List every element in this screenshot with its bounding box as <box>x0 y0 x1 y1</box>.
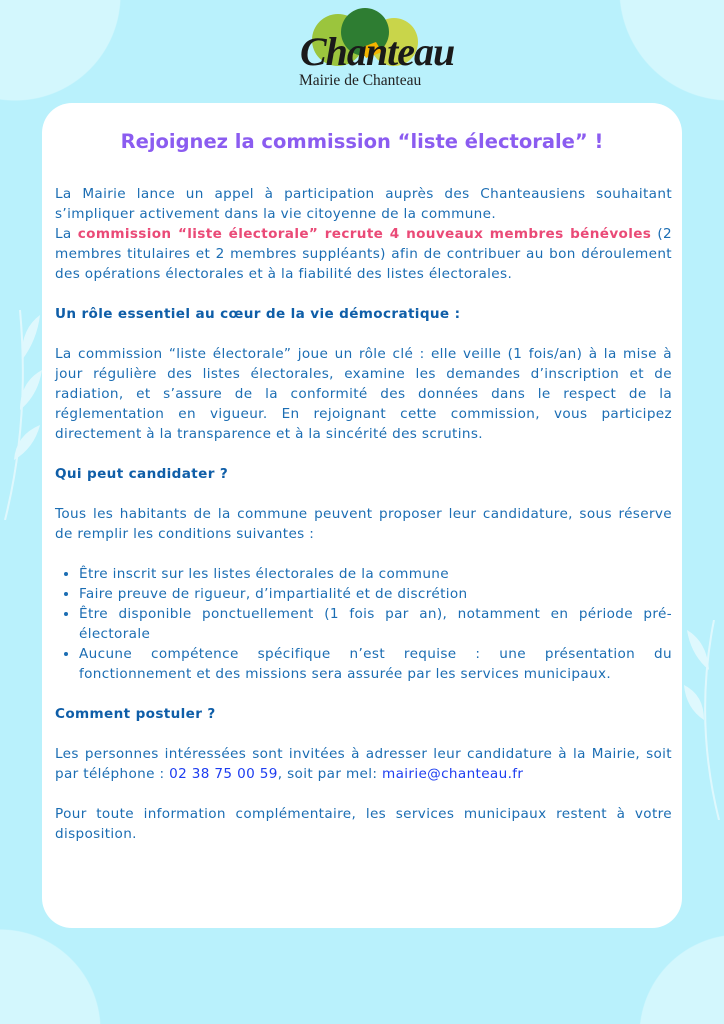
closing-paragraph: Pour toute information complémentaire, les services municipaux restent à votre disposition. <box>55 806 672 842</box>
list-item: • Aucune compétence spécifique n’est requise : une présentation du fonctionnement et des missions sera assurée par les services municipaux. <box>79 644 672 684</box>
logo-wordmark: Chanteau <box>300 29 455 74</box>
logo <box>296 8 455 92</box>
leaf-decoration-icon <box>684 620 724 820</box>
leaf-decoration-icon <box>0 300 45 520</box>
intro-text: (2 membres titulaires et 2 membres suppléants) afin de contribuer au bon déroulement des opérations électorales et à la fiabilité des listes électorales. <box>55 226 672 282</box>
intro-text: La <box>55 226 78 242</box>
apply-text: Les personnes intéressées sont invitées à adresser leur candidature à la Mairie, soit par téléphone : <box>55 746 672 782</box>
eligibility-paragraph: Tous les habitants de la commune peuvent proposer leur candidature, sous réserve de remplir les conditions suivantes : <box>55 506 672 542</box>
content <box>55 184 672 864</box>
section-heading-apply: Comment postuler ? <box>55 706 216 722</box>
phone-link[interactable]: 02 38 75 00 59 <box>169 766 278 782</box>
intro-paragraph <box>55 184 672 284</box>
list-item: • Faire preuve de rigueur, d’impartialité et de discrétion <box>79 584 672 604</box>
conditions-list <box>55 564 672 684</box>
intro-text: La Mairie lance un appel à participation auprès des Chanteausiens souhaitant s’impliquer activement dans la vie citoyenne de la commune. <box>55 186 672 222</box>
section-heading-eligibility: Qui peut candidater ? <box>55 466 229 482</box>
apply-paragraph <box>55 744 672 784</box>
email-link[interactable]: mairie@chanteau.fr <box>381 766 524 782</box>
apply-text: , soit par mel: <box>277 766 382 782</box>
section-heading-role: Un rôle essentiel au cœur de la vie démocratique : <box>55 306 461 322</box>
recruitment-highlight: commission “liste électorale” recrute 4 nouveaux membres bénévoles <box>77 226 652 242</box>
page-title: Rejoignez la commission “liste électorale” ! <box>120 130 604 153</box>
list-item: • Être inscrit sur les listes électorales de la commune <box>79 564 672 584</box>
role-paragraph: La commission “liste électorale” joue un rôle clé : elle veille (1 fois/an) à la mise à jour régulière des listes électorales, examine les demandes d’inscription et de radiation, et s’assure de la conformité des données dans le respect de la réglementation en vigueur. En rejoignant cette commission, vous participez directement à la transparence et à la sincérité des scrutins. <box>55 346 672 442</box>
list-item: • Être disponible ponctuellement (1 fois par an), notamment en période pré-électorale <box>79 604 672 644</box>
logo-subtitle: Mairie de Chanteau <box>299 72 422 89</box>
